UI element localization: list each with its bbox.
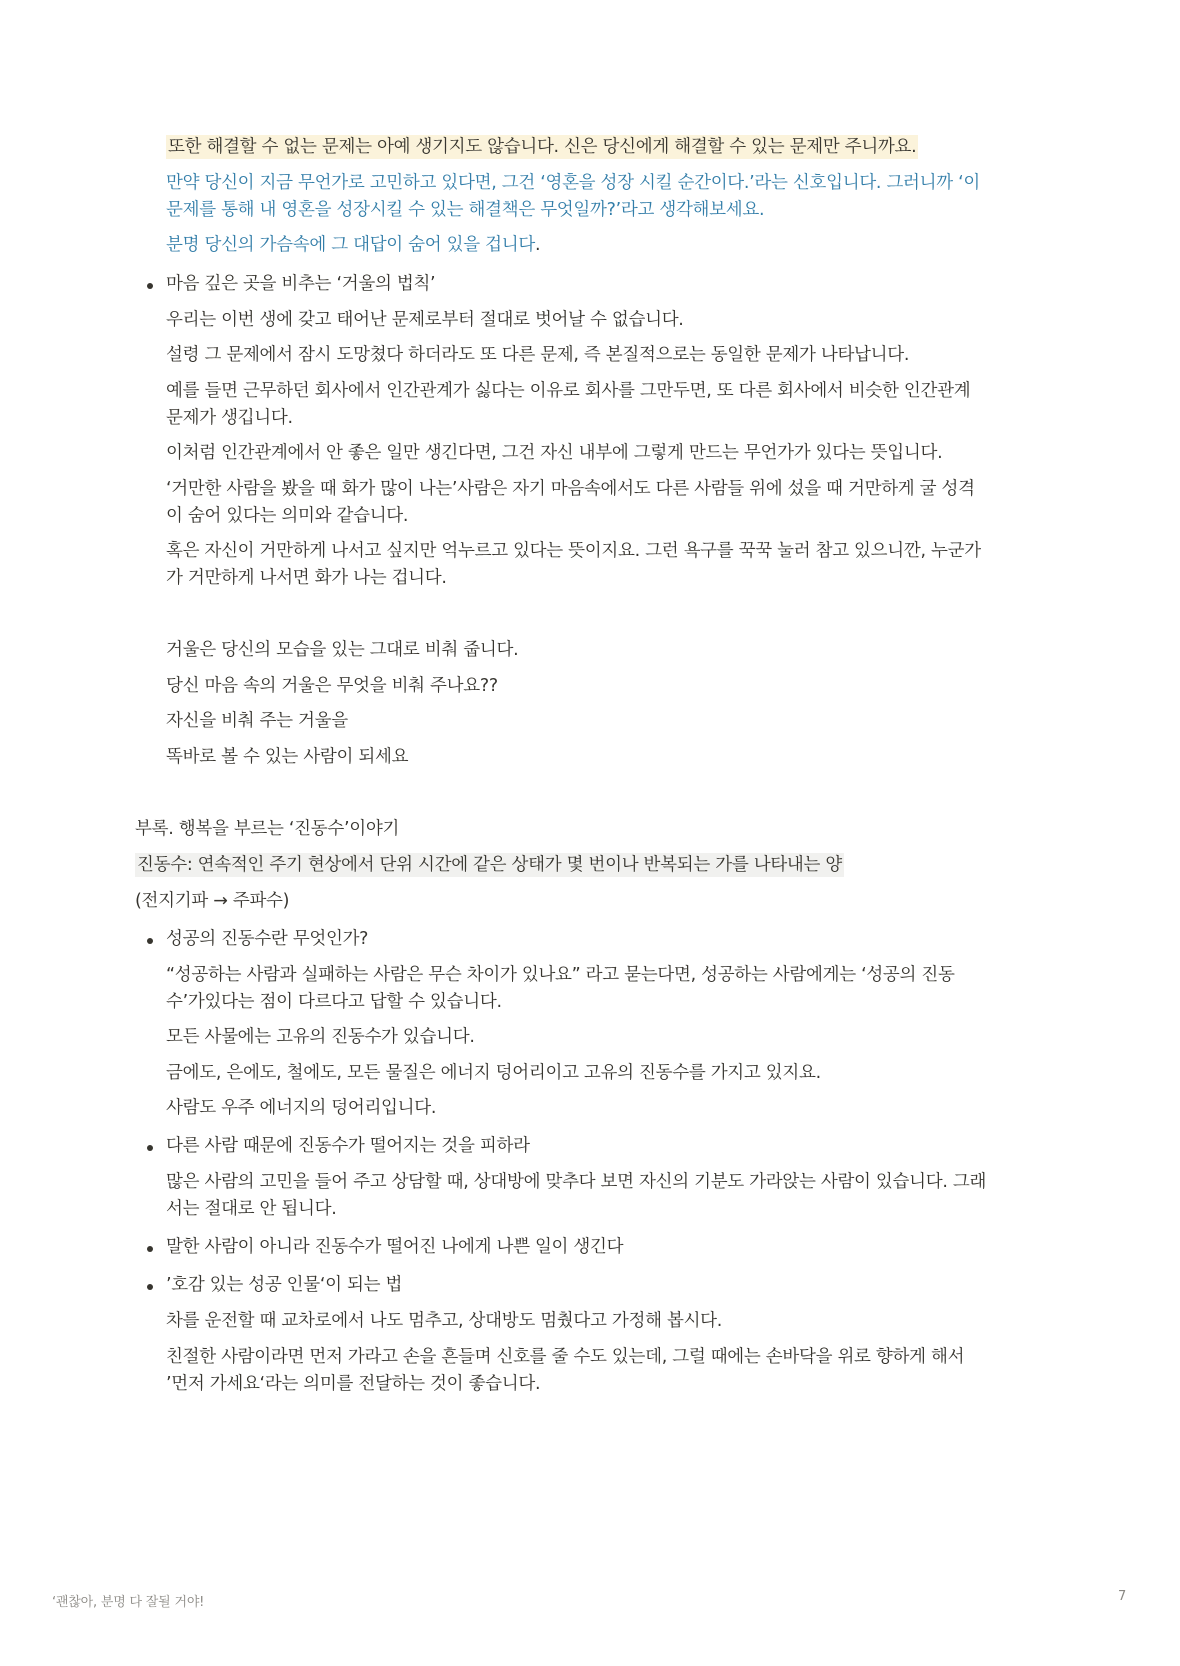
paragraph: 금에도, 은에도, 철에도, 모든 물질은 에너지 덩어리이고 고유의 진동수를 가지고 있지요. [166,1063,821,1083]
paragraph: 모든 사물에는 고유의 진동수가 있습니다. [166,1027,475,1047]
paragraph-line-2: 문제가 생깁니다. [166,408,293,428]
highlighted-definition: 진동수: 연속적인 주기 현상에서 단위 시간에 같은 상태가 몇 번이나 반복되는 가를 나타내는 양 [137,855,842,875]
paragraph: 우리는 이번 생에 갖고 태어난 문제로부터 절대로 벗어날 수 없습니다. [166,310,684,330]
bullet-dot [147,1246,153,1252]
paragraph-blue-line-2: 문제를 통해 내 영혼을 성장시킬 수 있는 해결책은 무엇일까?’라고 생각해보세요. [166,200,765,220]
bullet-heading-likeable-person: ’호감 있는 성공 인물‘이 되는 법 [166,1275,403,1295]
bullet-dot [147,1145,153,1151]
highlighted-text: 또한 해결할 수 없는 문제는 아예 생기지도 않습니다. 신은 당신에게 해결할 수 있는 문제만 주니까요. [168,137,917,157]
paragraph-line-1: 친절한 사람이라면 먼저 가라고 손을 흔들며 신호를 줄 수도 있는데, 그럴 때에는 손바닥을 위로 향하게 해서 [166,1347,965,1367]
paragraph-blue-line-1: 만약 당신이 지금 무언가로 고민하고 있다면, 그건 ‘영혼을 성장 시킬 순간이다.’라는 신호입니다. 그러니까 ‘이 [166,173,981,193]
paragraph: 이처럼 인간관계에서 안 좋은 일만 생긴다면, 그건 자신 내부에 그렇게 만드는 무언가가 있다는 뜻입니다. [166,443,943,463]
paragraph: 거울은 당신의 모습을 있는 그대로 비춰 줍니다. [166,640,519,660]
blue-text: 분명 당신의 가슴속에 그 대답이 숨어 있을 겁니다 [166,235,535,255]
paragraph: 사람도 우주 에너지의 덩어리입니다. [166,1098,437,1118]
bullet-dot [147,1284,153,1290]
bullet-dot [147,938,153,944]
footer-title: ‘괜찮아, 분명 다 잘될 거야! [52,1595,205,1610]
paragraph: 차를 운전할 때 교차로에서 나도 멈추고, 상대방도 멈췄다고 가정해 봅시다. [166,1311,723,1331]
paragraph-line-2: 서는 절대로 안 됩니다. [166,1199,337,1219]
appendix-heading: 부록. 행복을 부르는 ‘진동수’이야기 [135,819,400,839]
paragraph-blue-with-period [166,231,540,260]
paragraph: 당신 마음 속의 거울은 무엇을 비춰 주나요?? [166,676,498,696]
paragraph [166,133,918,162]
bullet-heading-bad-things: 말한 사람이 아니라 진동수가 떨어진 나에게 나쁜 일이 생긴다 [166,1237,624,1257]
paragraph-line-1: 혹은 자신이 거만하게 나서고 싶지만 억누르고 있다는 뜻이지요. 그런 욕구를 꾹꾹 눌러 참고 있으니깐, 누군가 [166,541,981,561]
paragraph-line-2: 이 숨어 있다는 의미와 같습니다. [166,506,409,526]
paragraph-line-1: ‘거만한 사람을 봤을 때 화가 많이 나는’사람은 자기 마음속에서도 다른 사람들 위에 섰을 때 거만하게 굴 성격 [166,479,975,499]
definition-paragraph [135,851,844,880]
paragraph-line-1: 많은 사람의 고민을 들어 주고 상담할 때, 상대방에 맞추다 보면 자신의 기분도 가라앉는 사람이 있습니다. 그래 [166,1172,987,1192]
paragraph-line-2: 가 거만하게 나서면 화가 나는 겁니다. [166,568,447,588]
bullet-heading-success-frequency: 성공의 진동수란 무엇인가? [166,929,369,949]
paragraph-line-1: 예를 들면 근무하던 회사에서 인간관계가 싫다는 이유로 회사를 그만두면, 또 다른 회사에서 비슷한 인간관계 [166,381,971,401]
bullet-heading-avoid-drop: 다른 사람 때문에 진동수가 떨어지는 것을 피하라 [166,1136,530,1156]
paragraph-line-2: 수’가있다는 점이 다르다고 답할 수 있습니다. [166,992,502,1012]
paragraph: (전지기파 → 주파수) [135,891,290,911]
paragraph-line-2: ’먼저 가세요‘라는 의미를 전달하는 것이 좋습니다. [166,1374,541,1394]
paragraph: 설령 그 문제에서 잠시 도망쳤다 하더라도 또 다른 문제, 즉 본질적으로는 동일한 문제가 나타납니다. [166,345,910,365]
period: . [534,235,541,255]
paragraph-line-1: “성공하는 사람과 실패하는 사람은 무슨 차이가 있나요” 라고 묻는다면, 성공하는 사람에게는 ‘성공의 진동 [166,965,955,985]
bullet-dot [147,283,153,289]
page-number: 7 [1118,1589,1127,1604]
paragraph: 똑바로 볼 수 있는 사람이 되세요 [166,747,409,767]
paragraph: 자신을 비춰 주는 거울을 [166,711,348,731]
bullet-heading-mirror-law: 마음 깊은 곳을 비추는 ‘거울의 법칙’ [166,274,436,294]
